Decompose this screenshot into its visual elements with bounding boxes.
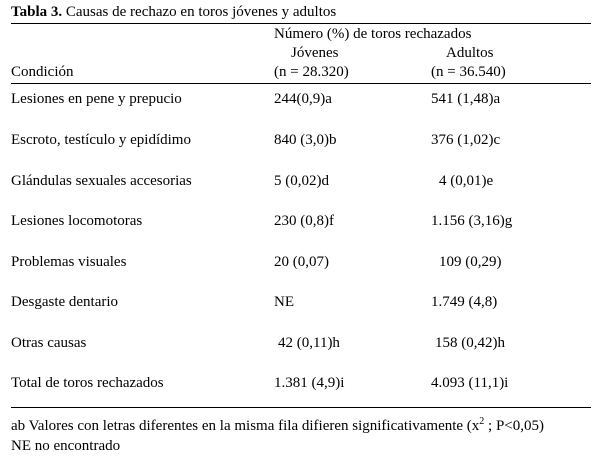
footnote-p-value: ; P<0,05) [484, 418, 545, 434]
row-condition: Problemas visuales [11, 254, 127, 270]
row-young-value: 5 (0,02)d [274, 173, 329, 189]
row-adult-value: 1.156 (3,16)g [431, 213, 513, 229]
row-young-value: 20 (0,07) [274, 254, 329, 270]
row-young-value: 1.381 (4,9)i [274, 375, 345, 391]
row-adult-value: 4.093 (11,1)i [431, 375, 509, 391]
footnote-significance [11, 417, 544, 435]
row-young-value: 230 (0,8)f [274, 213, 334, 229]
row-condition: Lesiones locomotoras [11, 213, 143, 229]
table-number: Tabla 3. [11, 4, 63, 20]
header-young-n: (n = 28.320) [274, 64, 349, 80]
table-title [11, 4, 336, 21]
header-young: Jóvenes [291, 45, 339, 61]
row-adult-value: 1.749 (4,8) [431, 294, 498, 310]
top-rule [11, 23, 591, 24]
row-young-value: 244(0,9)a [274, 91, 332, 107]
row-adult-value: 376 (1,02)c [431, 132, 501, 148]
table-caption: Causas de rechazo en toros jóvenes y adultos [62, 4, 337, 20]
footnote-ne: NE no encontrado [11, 438, 121, 454]
row-condition: Glándulas sexuales accesorias [11, 173, 192, 189]
bottom-rule [11, 407, 591, 408]
chi-square-superscript: 2 [479, 416, 485, 427]
header-adult-n: (n = 36.540) [431, 64, 506, 80]
row-adult-value: 541 (1,48)a [431, 91, 501, 107]
row-adult-value: 4 (0,01)e [439, 173, 494, 189]
header-adult: Adultos [446, 45, 494, 61]
row-adult-value: 109 (0,29) [439, 254, 502, 270]
header-rule [11, 83, 591, 84]
row-young-value: 42 (0,11)h [278, 335, 340, 351]
row-condition: Lesiones en pene y prepucio [11, 91, 182, 107]
row-condition: Otras causas [11, 335, 87, 351]
header-group-label: Número (%) de toros rechazados [274, 26, 472, 42]
row-adult-value: 158 (0,42)h [435, 335, 505, 351]
row-condition: Escroto, testículo y epidídimo [11, 132, 191, 148]
footnote-text: ab Valores con letras diferentes en la misma fila difieren significativamente (x [11, 418, 480, 434]
header-condition: Condición [11, 64, 74, 80]
row-young-value: NE [274, 294, 294, 310]
row-young-value: 840 (3,0)b [274, 132, 337, 148]
row-condition: Total de toros rechazados [11, 375, 164, 391]
row-condition: Desgaste dentario [11, 294, 119, 310]
